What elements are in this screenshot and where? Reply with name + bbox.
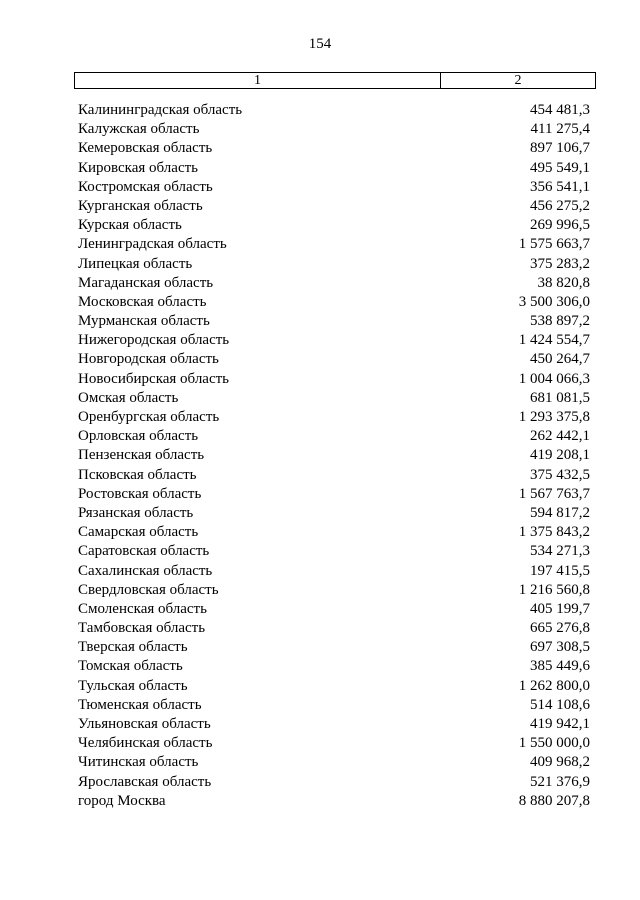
region-name: Ростовская область bbox=[78, 485, 202, 502]
region-value: 356 541,1 bbox=[530, 178, 590, 195]
region-name: Кемеровская область bbox=[78, 140, 213, 157]
table-row bbox=[78, 427, 590, 446]
region-name: Московская область bbox=[78, 293, 207, 310]
region-name: Рязанская область bbox=[78, 504, 194, 521]
table-row bbox=[78, 197, 590, 216]
region-value: 262 442,1 bbox=[530, 428, 590, 445]
region-name: Орловская область bbox=[78, 428, 199, 445]
region-name: Сахалинская область bbox=[78, 562, 213, 579]
table-row bbox=[78, 619, 590, 638]
region-value: 454 481,3 bbox=[530, 102, 590, 118]
region-value: 456 275,2 bbox=[530, 197, 590, 214]
region-value: 1 004 066,3 bbox=[518, 370, 590, 387]
table-row bbox=[78, 312, 590, 331]
table-row bbox=[78, 446, 590, 465]
table-row bbox=[78, 178, 590, 197]
region-name: Липецкая область bbox=[78, 255, 193, 272]
region-name: Смоленская область bbox=[78, 600, 207, 617]
column-header-2: 2 bbox=[514, 73, 522, 88]
region-name: Пензенская область bbox=[78, 447, 205, 464]
table-row bbox=[78, 773, 590, 792]
region-name: Ульяновская область bbox=[78, 716, 211, 732]
region-name: Калининградская область bbox=[78, 102, 243, 118]
region-name: Кировская область bbox=[78, 159, 199, 176]
region-name: Тверская область bbox=[78, 639, 188, 656]
region-value: 1 424 554,7 bbox=[518, 332, 590, 349]
table-row bbox=[78, 370, 590, 389]
region-value: 1 216 560,8 bbox=[518, 581, 590, 598]
table-row bbox=[78, 562, 590, 581]
table-row bbox=[78, 638, 590, 657]
region-name: Ленинградская область bbox=[78, 236, 227, 253]
column-header-1: 1 bbox=[75, 73, 441, 88]
region-value: 1 293 375,8 bbox=[518, 409, 590, 425]
region-value: 8 880 207,8 bbox=[518, 792, 590, 809]
region-value: 538 897,2 bbox=[530, 313, 590, 330]
table-row bbox=[78, 331, 590, 350]
region-name: Курская область bbox=[78, 217, 182, 234]
table-row bbox=[78, 600, 590, 619]
table-row bbox=[78, 715, 590, 734]
table-row bbox=[78, 101, 590, 120]
table-row bbox=[78, 389, 590, 408]
region-value: 269 996,5 bbox=[530, 217, 590, 234]
region-name: Калужская область bbox=[78, 121, 200, 138]
table-row bbox=[78, 120, 590, 139]
region-value: 665 276,8 bbox=[530, 620, 590, 637]
table-row bbox=[78, 139, 590, 158]
region-value: 197 415,5 bbox=[530, 562, 590, 579]
region-value: 514 108,6 bbox=[530, 696, 590, 713]
region-name: Томская область bbox=[78, 658, 183, 675]
region-value: 375 432,5 bbox=[530, 466, 590, 483]
region-name: Костромская область bbox=[78, 178, 213, 195]
region-name: Тульская область bbox=[78, 677, 188, 694]
region-value: 897 106,7 bbox=[530, 140, 590, 157]
region-value: 697 308,5 bbox=[530, 639, 590, 656]
region-value: 38 820,8 bbox=[537, 274, 590, 291]
page-number: 154 bbox=[308, 36, 332, 52]
region-value: 1 262 800,0 bbox=[518, 677, 590, 694]
table-row bbox=[78, 753, 590, 772]
region-name: Самарская область bbox=[78, 524, 199, 541]
region-value: 1 550 000,0 bbox=[518, 735, 590, 752]
region-name: Псковская область bbox=[78, 466, 197, 483]
region-value: 450 264,7 bbox=[530, 351, 590, 368]
region-name: Челябинская область bbox=[78, 735, 213, 752]
region-value: 521 376,9 bbox=[530, 773, 590, 790]
table-row bbox=[78, 255, 590, 274]
region-value: 594 817,2 bbox=[530, 504, 590, 521]
table-row bbox=[78, 274, 590, 293]
region-name: Нижегородская область bbox=[78, 332, 230, 349]
table-row bbox=[78, 408, 590, 427]
region-name: Ярославская область bbox=[78, 773, 212, 790]
table-row bbox=[78, 792, 590, 811]
table-row bbox=[78, 696, 590, 715]
region-name: Саратовская область bbox=[78, 543, 210, 560]
region-name: Омская область bbox=[78, 389, 179, 406]
table-row bbox=[78, 657, 590, 676]
table-row bbox=[78, 504, 590, 523]
table-row bbox=[78, 216, 590, 235]
region-value: 534 271,3 bbox=[530, 543, 590, 560]
table-row bbox=[78, 542, 590, 561]
region-value: 419 942,1 bbox=[530, 716, 590, 732]
region-name: Тюменская область bbox=[78, 696, 202, 713]
region-name: Новгородская область bbox=[78, 351, 219, 368]
region-value: 495 549,1 bbox=[530, 159, 590, 176]
table-row bbox=[78, 734, 590, 753]
region-value: 375 283,2 bbox=[530, 255, 590, 272]
table-row bbox=[78, 159, 590, 178]
region-value: 3 500 306,0 bbox=[518, 293, 590, 310]
table-row bbox=[78, 677, 590, 696]
region-value: 1 575 663,7 bbox=[518, 236, 590, 253]
table-row bbox=[78, 523, 590, 542]
region-value: 385 449,6 bbox=[530, 658, 590, 675]
region-name: Курганская область bbox=[78, 197, 203, 214]
region-value: 419 208,1 bbox=[530, 447, 590, 464]
table-row bbox=[78, 293, 590, 312]
region-name: Тамбовская область bbox=[78, 620, 206, 637]
table-row bbox=[78, 466, 590, 485]
region-value: 1 567 763,7 bbox=[518, 485, 590, 502]
region-name: Мурманская область bbox=[78, 313, 210, 330]
table-row bbox=[78, 350, 590, 369]
region-value: 405 199,7 bbox=[530, 600, 590, 617]
region-name: Магаданская область bbox=[78, 274, 214, 291]
region-value: 681 081,5 bbox=[530, 389, 590, 406]
table-row bbox=[78, 235, 590, 254]
region-name: Новосибирская область bbox=[78, 370, 230, 387]
region-value: 411 275,4 bbox=[530, 121, 590, 138]
region-name: Оренбургская область bbox=[78, 409, 220, 425]
region-value: 1 375 843,2 bbox=[518, 524, 590, 541]
region-name: Читинская область bbox=[78, 754, 199, 771]
table-header bbox=[74, 72, 596, 89]
table-body bbox=[78, 101, 590, 811]
region-name: город Москва bbox=[78, 792, 166, 809]
table-row bbox=[78, 581, 590, 600]
region-value: 409 968,2 bbox=[530, 754, 590, 771]
table-row bbox=[78, 485, 590, 504]
region-name: Свердловская область bbox=[78, 581, 219, 598]
